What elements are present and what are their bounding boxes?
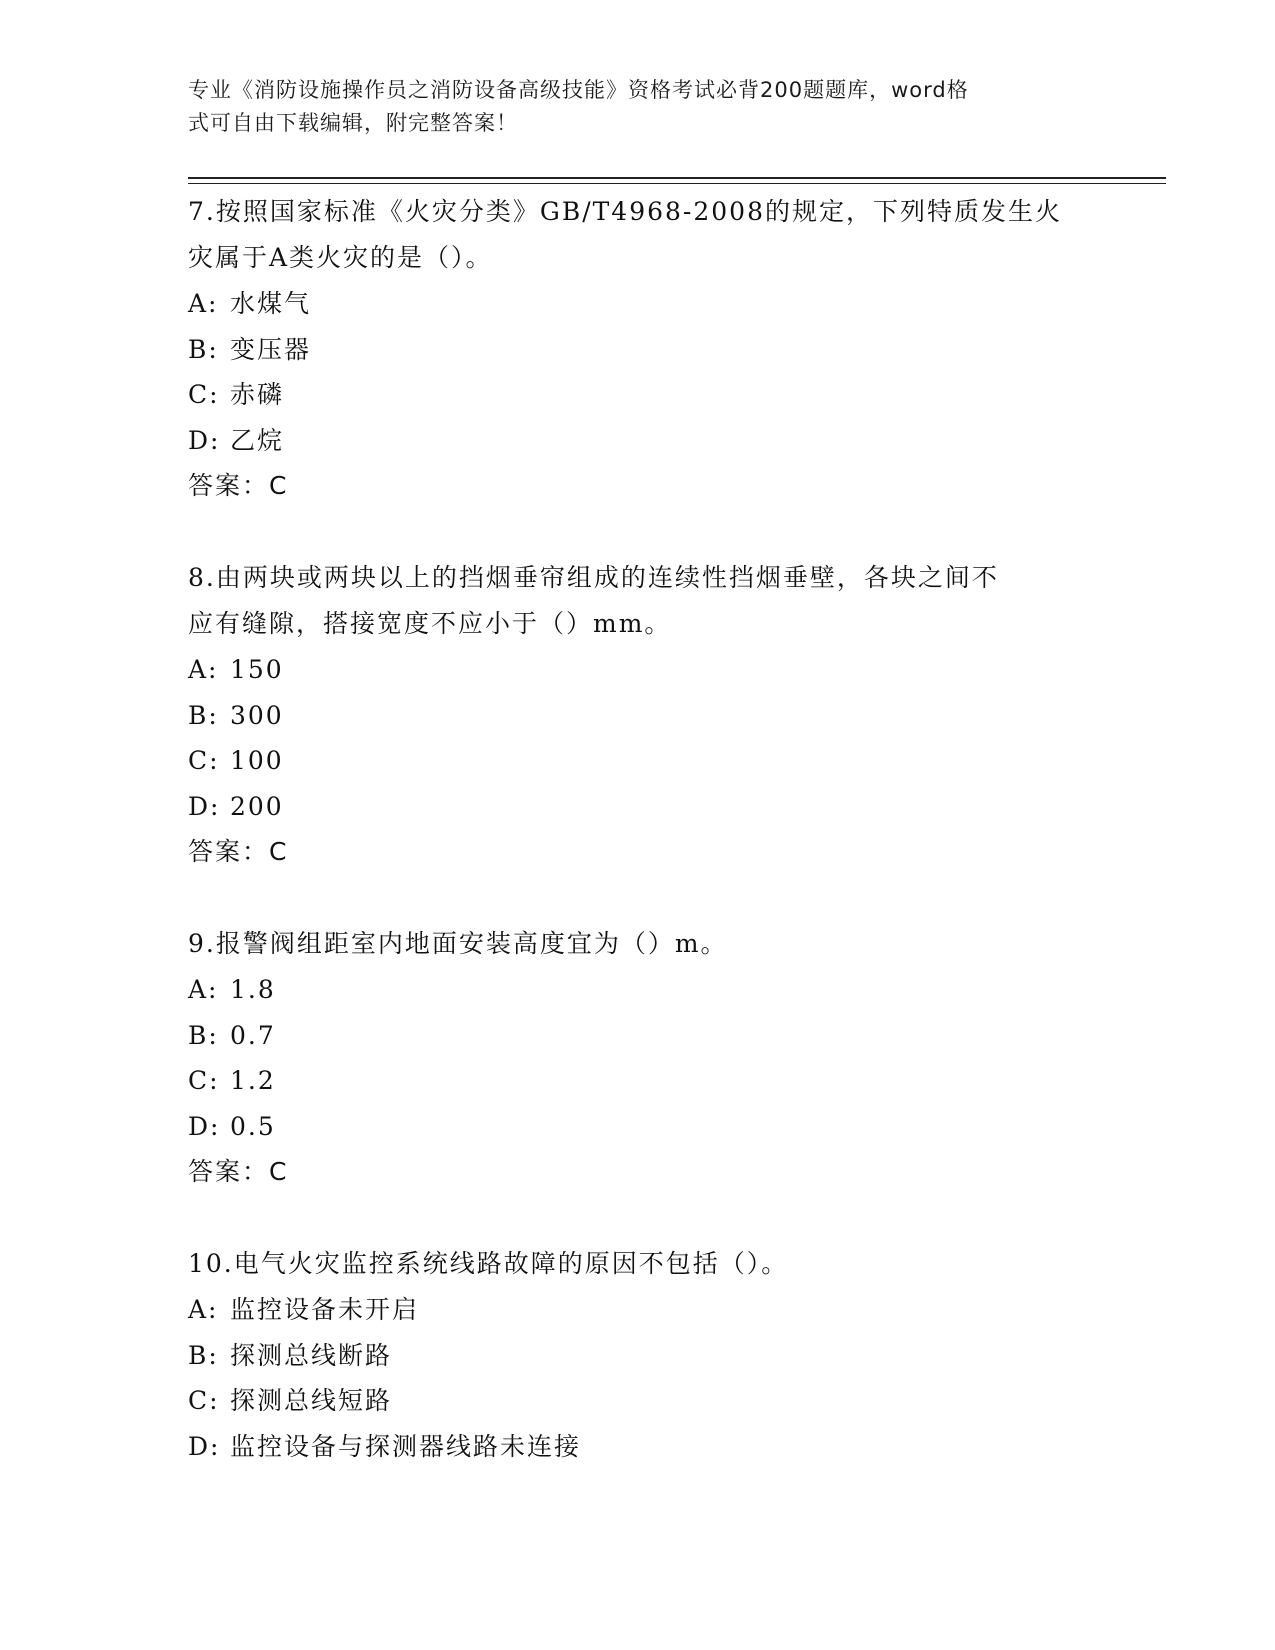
header-line-2: 式可自由下载编辑，附完整答案！ [188,111,518,135]
option-d [188,1424,1088,1470]
option-text: 赤磷 [230,380,285,409]
option-text: 监控设备未开启 [230,1295,420,1324]
option-letter: C: [188,746,220,775]
option-text: 变压器 [230,334,312,364]
option-text: 1.2 [230,1066,276,1095]
option-text: 100 [230,746,284,775]
header-divider-thick [188,177,1166,179]
option-c [188,1378,1088,1424]
option-b [188,1333,1088,1379]
option-text: 水煤气 [230,289,312,318]
option-letter: B: [188,700,219,730]
option-letter: A: [188,975,219,1004]
header-line-1: 专业《消防设施操作员之消防设备高级技能》资格考试必背200题题库，word格 [188,78,969,102]
option-b [188,693,1088,739]
option-letter: D: [188,1111,221,1141]
option-b [188,327,1088,373]
option-text: 200 [230,791,284,821]
option-letter: A: [188,1295,219,1324]
option-letter: A: [188,655,219,684]
question-stem-line: 10.电气火灾监控系统线路故障的原因不包括（）。 [188,1249,789,1278]
option-a [188,1287,1088,1333]
question-10 [188,1241,1088,1469]
option-b [188,1013,1088,1059]
option-letter: B: [188,334,219,364]
option-letter: D: [188,1431,221,1461]
option-letter: C: [188,380,220,409]
option-d [188,784,1088,830]
option-letter: C: [188,1066,220,1095]
question-stem-line: 9.报警阀组距室内地面安装高度宜为（）m。 [188,929,728,958]
option-text: 0.5 [230,1111,276,1141]
option-d [188,1104,1088,1150]
option-letter: B: [188,1340,219,1370]
option-c [188,372,1088,418]
option-letter: A: [188,289,219,318]
option-a [188,281,1088,327]
option-text: 监控设备与探测器线路未连接 [230,1431,582,1461]
answer-line: 答案：C [188,837,289,866]
question-stem-line: 7.按照国家标准《火灾分类》GB/T4968-2008的规定，下列特质发生火 [188,197,1062,226]
question-8 [188,555,1088,875]
question-stem-line: 8.由两块或两块以上的挡烟垂帘组成的连续性挡烟垂壁，各块之间不 [188,563,999,592]
answer-line: 答案：C [188,1157,289,1186]
option-text: 0.7 [230,1020,276,1050]
option-letter: D: [188,791,221,821]
option-a [188,967,1088,1013]
option-d [188,418,1088,464]
question-9 [188,921,1088,1195]
header-divider-thin [188,183,1166,184]
question-stem-line: 应有缝隙，搭接宽度不应小于（）mm。 [188,609,672,638]
option-text: 探测总线断路 [230,1340,393,1370]
option-letter: D: [188,425,221,455]
question-stem-line: 灾属于A类火灾的是（）。 [188,243,493,272]
option-text: 150 [230,655,284,684]
option-letter: C: [188,1386,220,1415]
option-text: 1.8 [230,975,276,1004]
answer-line: 答案：C [188,471,289,500]
option-letter: B: [188,1020,219,1050]
option-c [188,1058,1088,1104]
question-7 [188,189,1088,509]
option-a [188,647,1088,693]
document-header [188,74,1068,140]
option-c [188,738,1088,784]
option-text: 300 [230,700,284,730]
option-text: 乙烷 [230,425,285,455]
option-text: 探测总线短路 [230,1386,393,1415]
